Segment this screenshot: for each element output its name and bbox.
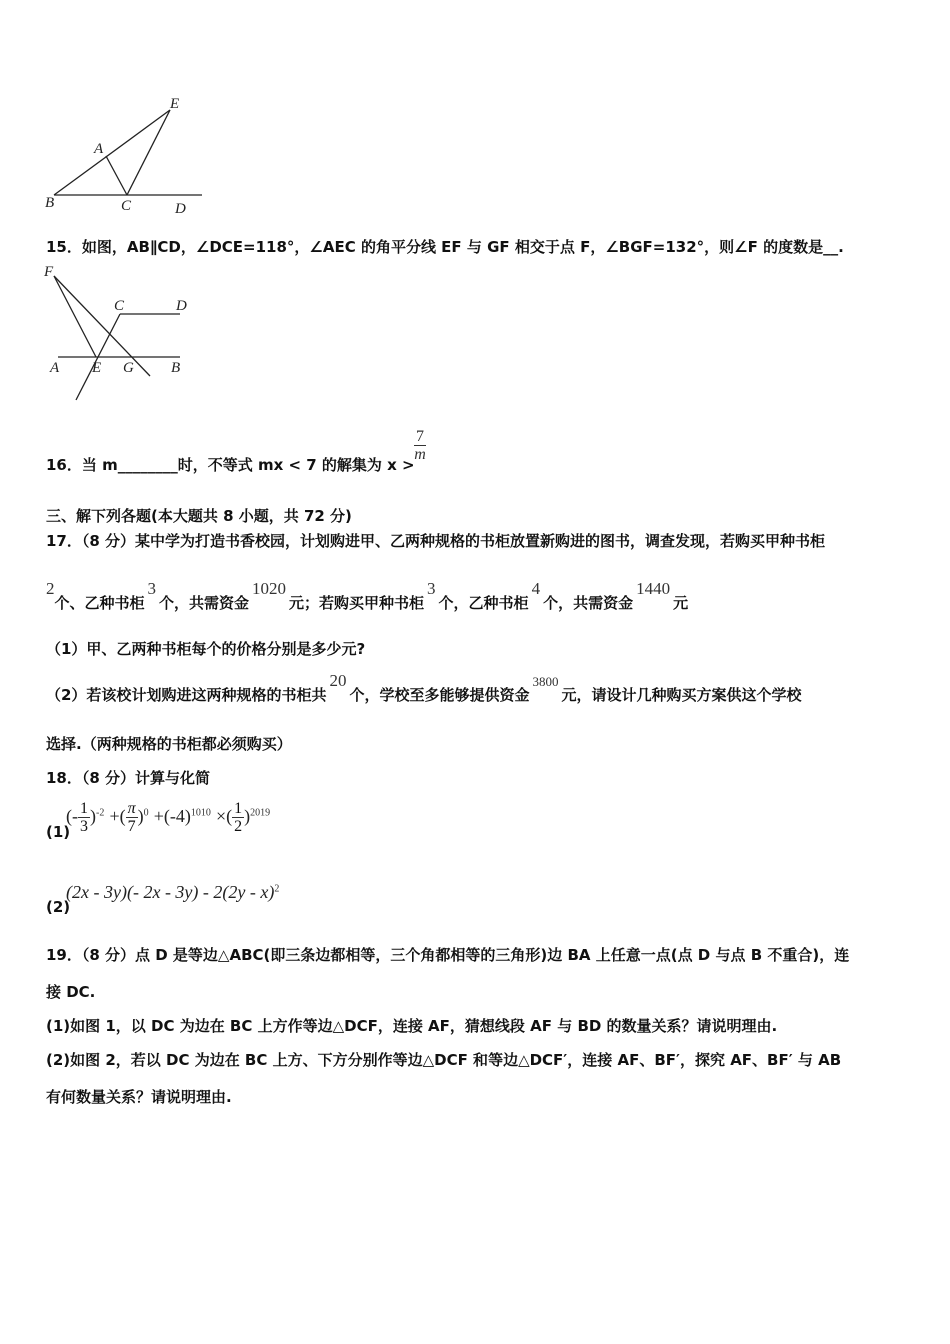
q17-n4: 3 xyxy=(427,579,436,598)
q17-sub2-c: 元，请设计几种购买方案供这个学校 xyxy=(561,686,802,704)
q16-frac-num: 7 xyxy=(416,428,424,445)
label-e: E xyxy=(170,96,180,112)
label-d: D xyxy=(176,298,187,314)
q17-t5: 个，共需资金 xyxy=(543,594,634,612)
expr1-b-num: π xyxy=(127,800,136,817)
label-a: A xyxy=(50,360,60,376)
q17-t4: 个，乙种书柜 xyxy=(438,594,529,612)
label-b: B xyxy=(171,360,181,376)
q17-line2 xyxy=(46,579,689,613)
q19-line3: (1)如图 1，以 DC 为边在 BC 上方作等边△DCF，连接 AF，猜想线段 AF 与 BD 的数量关系？请说明理由. xyxy=(46,1017,778,1035)
q17-t3: 元；若购买甲种书柜 xyxy=(289,594,425,612)
figure-triangle-abc-e xyxy=(40,92,220,222)
q17-n6: 1440 xyxy=(636,579,671,598)
expr1-b-exp: 0 xyxy=(143,807,149,819)
q16-prefix: 16．当 m xyxy=(46,456,118,474)
q17-line1: 17．（8 分）某中学为打造书香校园，计划购进甲、乙两种规格的书柜放置新购进的图书，调查发现，若购买甲种书柜 xyxy=(46,532,826,550)
q18-title: 18．（8 分）计算与化简 xyxy=(46,769,211,787)
expr1-b-den: 7 xyxy=(127,818,136,835)
q16-blank: ________ xyxy=(117,456,178,474)
q16-frac-den: m xyxy=(414,446,426,463)
q17-n3: 1020 xyxy=(252,579,287,598)
expr1-c: +(-4) xyxy=(153,806,191,826)
q19-line5: 有何数量关系？请说明理由. xyxy=(46,1088,232,1106)
expr1-d-den: 2 xyxy=(234,818,243,835)
expr1-frac-b xyxy=(126,800,138,835)
q17-t6: 元 xyxy=(673,594,689,612)
label-c: C xyxy=(121,198,132,214)
q17-sub2-n2: 3800 xyxy=(532,674,559,689)
q17-sub2-end: 选择.（两种规格的书柜都必须购买） xyxy=(46,735,292,753)
q16-mid: 时，不等式 mx < 7 的解集为 x > xyxy=(177,456,415,474)
q17-n1: 2 xyxy=(46,579,55,598)
figure-q15 xyxy=(40,262,200,404)
q17-sub2 xyxy=(46,671,802,705)
q17-t2: 个，共需资金 xyxy=(159,594,250,612)
expr1-a-num: 1 xyxy=(80,800,88,817)
expr1-d-pre: ×( xyxy=(215,806,233,826)
q18-p2-label: (2) xyxy=(46,898,71,916)
label-c: C xyxy=(114,298,125,314)
label-e: E xyxy=(92,360,102,376)
expr2: (2x - 3y)(- 2x - 3y) - 2(2y - x) xyxy=(66,882,275,902)
q17-sub1: （1）甲、乙两种书柜每个的价格分别是多少元? xyxy=(46,640,366,658)
expr1-b-pre: +( xyxy=(109,806,126,826)
expr1-d-num: 1 xyxy=(234,800,243,817)
q19-line2: 接 DC. xyxy=(46,983,96,1001)
q18-p1-label: (1) xyxy=(46,823,71,841)
expr1-c-exp: 1010 xyxy=(190,807,211,819)
expr1-frac-a xyxy=(78,800,90,835)
expr2-exp: 2 xyxy=(274,883,280,895)
expr1-a-pre: (- xyxy=(66,806,78,826)
question-16 xyxy=(46,454,415,475)
section-3-title: 三、解下列各题(本大题共 8 小题，共 72 分) xyxy=(46,507,352,525)
question-15-text: 15．如图，AB∥CD，∠DCE=118°，∠AEC 的角平分线 EF 与 GF 相交于点 F，∠BGF=132°，则∠F 的度数是__. xyxy=(46,238,844,256)
q17-sub2-a: （2）若该校计划购进这两种规格的书柜共 xyxy=(46,686,327,704)
q17-t1: 个、乙种书柜 xyxy=(54,594,145,612)
expr1-d-exp: 2019 xyxy=(250,807,271,819)
q18-expression-2 xyxy=(66,882,279,903)
q19-line1: 19．（8 分）点 D 是等边△ABC(即三条边都相等，三个角都相等的三角形)边 BA 上任意一点(点 D 与点 B 不重合)，连 xyxy=(46,946,850,964)
q16-fraction xyxy=(414,428,426,463)
label-a: A xyxy=(94,141,104,157)
label-b: B xyxy=(45,195,55,211)
q18-expression-1: (- $\frac{1}{3}$ )$^{-2}$ +( $\frac{\pi}{7}$ )$^0 +(-4)^{1010}$ ×( $\frac{1}{2}$ )$^{2019}$ xyxy=(66,800,271,835)
label-g: G xyxy=(123,360,134,376)
expr1-a-den: 3 xyxy=(80,818,88,835)
label-d: D xyxy=(175,201,186,217)
q17-n5: 4 xyxy=(531,579,541,598)
q17-n2: 3 xyxy=(147,579,157,598)
q17-sub2-n1: 20 xyxy=(329,671,347,690)
q17-sub2-b: 个，学校至多能够提供资金 xyxy=(349,686,530,704)
expr1-frac-d xyxy=(232,800,244,835)
expr1-a-exp: -2 xyxy=(96,807,105,819)
q19-line4: (2)如图 2，若以 DC 为边在 BC 上方、下方分别作等边△DCF 和等边△DCF′，连接 AF、BF′，探究 AF、BF′ 与 AB xyxy=(46,1051,842,1069)
label-f: F xyxy=(44,264,54,280)
